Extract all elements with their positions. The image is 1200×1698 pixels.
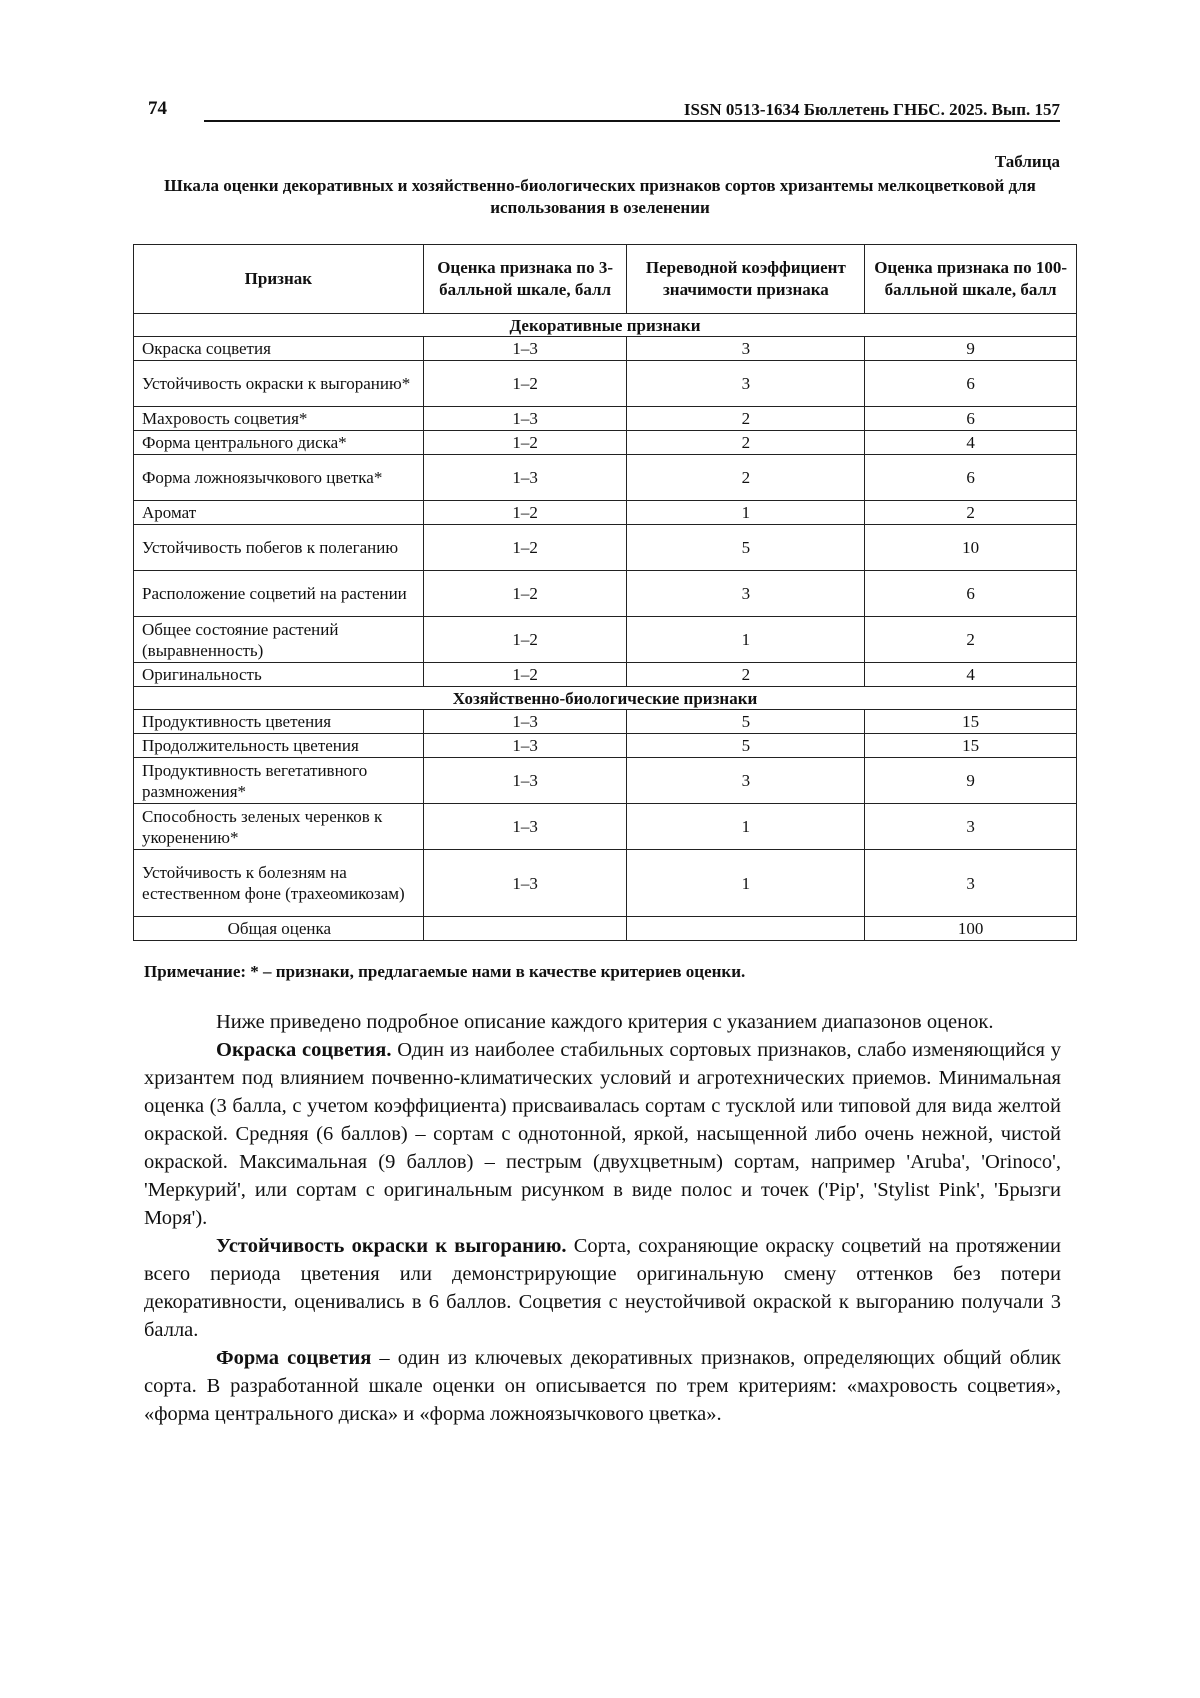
scale3-value: 1–2 (423, 501, 627, 525)
section-title: Декоративные признаки (134, 314, 1077, 337)
trait-name: Расположение соцветий на растении (134, 571, 424, 617)
scale100-value: 6 (865, 407, 1077, 431)
trait-name: Продуктивность вегетативного размножения* (134, 758, 424, 804)
coefficient-value: 3 (627, 361, 865, 407)
trait-name: Аромат (134, 501, 424, 525)
column-header-trait: Признак (134, 245, 424, 314)
scale100-value: 6 (865, 455, 1077, 501)
section-row-economic-biological (134, 687, 1077, 710)
table-row (134, 361, 1077, 407)
total-row (134, 917, 1077, 941)
scale3-value: 1–3 (423, 850, 627, 917)
scale100-value: 15 (865, 734, 1077, 758)
scale100-value: 4 (865, 663, 1077, 687)
paragraph-text: Один из наиболее стабильных сортовых признаков, слабо изменяющийся у хризантем под влиянием почвенно-климатических условий и агротехнических приемов. Минимальная оценка (3 балла, с учетом коэффициента) присваивалась сортам с тусклой или типовой для вида желтой окраской. Средняя (6 баллов) – сортам с однотонной, яркой, насыщенной либо очень нежной, чистой окраской. Максимальная (9 баллов) – пестрым (двухцветным) сортам, например 'Aruba', 'Orinoco', 'Меркурий', или сортам с оригинальным рисунком в виде полос и точек ('Pip', 'Stylist Pink', 'Брызги Моря'). (144, 1039, 1062, 1229)
scale3-value: 1–3 (423, 758, 627, 804)
scale3-value: 1–3 (423, 337, 627, 361)
trait-name: Общее состояние растений (выравненность) (134, 617, 424, 663)
page-number: 74 (148, 98, 167, 119)
scale3-value: 1–2 (423, 431, 627, 455)
paragraph-inflorescence-shape (144, 1344, 1061, 1428)
scale100-value: 6 (865, 361, 1077, 407)
paragraph-text: Сорта, сохраняющие окраску соцветий на протяжении всего периода цветения или демонстрирующие оригинальную смену оттенков без потери декоративности, оценивались в 6 баллов. Соцветия с неустойчивой окраской к выгоранию получали 3 балла. (144, 1235, 1061, 1341)
table-row (134, 337, 1077, 361)
section-row-decorative (134, 314, 1077, 337)
coefficient-value: 2 (627, 431, 865, 455)
coefficient-value: 2 (627, 663, 865, 687)
paragraph-heading: Устойчивость окраски к выгоранию. (216, 1235, 567, 1257)
scale100-value: 3 (865, 804, 1077, 850)
scale100-value: 4 (865, 431, 1077, 455)
paragraph-inflorescence-color (144, 1036, 1061, 1232)
paragraph-heading: Окраска соцветия. (216, 1039, 392, 1061)
coefficient-value: 5 (627, 525, 865, 571)
column-header-scale3: Оценка признака по 3-балльной шкале, балл (423, 245, 627, 314)
trait-name: Устойчивость побегов к полеганию (134, 525, 424, 571)
trait-name: Оригинальность (134, 663, 424, 687)
table-row (134, 407, 1077, 431)
scale3-value: 1–3 (423, 710, 627, 734)
body-text (144, 1008, 1061, 1428)
running-head (148, 98, 1060, 122)
trait-name: Продуктивность цветения (134, 710, 424, 734)
scale3-value: 1–2 (423, 525, 627, 571)
table-row (134, 501, 1077, 525)
paragraph-heading: Форма соцветия (216, 1347, 372, 1369)
trait-name: Окраска соцветия (134, 337, 424, 361)
total-scale3 (423, 917, 627, 941)
intro-paragraph: Ниже приведено подробное описание каждого критерия с указанием диапазонов оценок. (216, 1011, 994, 1033)
table-row (134, 617, 1077, 663)
scale3-value: 1–3 (423, 804, 627, 850)
coefficient-value: 2 (627, 407, 865, 431)
scale3-value: 1–2 (423, 571, 627, 617)
trait-name: Устойчивость к болезням на естественном фоне (трахеомикозам) (134, 850, 424, 917)
trait-name: Устойчивость окраски к выгоранию* (134, 361, 424, 407)
coefficient-value: 3 (627, 571, 865, 617)
total-label: Общая оценка (134, 917, 424, 941)
table-note: Примечание: * – признаки, предлагаемые нами в качестве критериев оценки. (144, 962, 746, 981)
table-row (134, 850, 1077, 917)
table-title: Шкала оценки декоративных и хозяйственно-биологических признаков сортов хризантемы мелкоцветковой для использования в озеленении (164, 176, 1036, 217)
trait-name: Форма ложноязычкового цветка* (134, 455, 424, 501)
table-row (134, 710, 1077, 734)
scale3-value: 1–2 (423, 361, 627, 407)
scale100-value: 6 (865, 571, 1077, 617)
column-header-coefficient: Переводной коэффициент значимости признака (627, 245, 865, 314)
header-rule (204, 120, 1060, 122)
total-coefficient (627, 917, 865, 941)
coefficient-value: 1 (627, 617, 865, 663)
trait-name: Продолжительность цветения (134, 734, 424, 758)
coefficient-value: 5 (627, 734, 865, 758)
section-title: Хозяйственно-биологические признаки (134, 687, 1077, 710)
scale3-value: 1–2 (423, 663, 627, 687)
table-row (134, 758, 1077, 804)
table-header-row (134, 245, 1077, 314)
trait-name: Махровость соцветия* (134, 407, 424, 431)
scale100-value: 2 (865, 617, 1077, 663)
coefficient-value: 1 (627, 501, 865, 525)
journal-reference: ISSN 0513-1634 Бюллетень ГНБС. 2025. Вып. 157 (683, 100, 1060, 119)
scale3-value: 1–2 (423, 617, 627, 663)
paragraph-fading-resistance (144, 1232, 1061, 1344)
scale100-value: 15 (865, 710, 1077, 734)
table-row (134, 455, 1077, 501)
column-header-scale100: Оценка признака по 100-балльной шкале, балл (865, 245, 1077, 314)
coefficient-value: 3 (627, 758, 865, 804)
total-scale100: 100 (865, 917, 1077, 941)
table-row (134, 525, 1077, 571)
scale3-value: 1–3 (423, 407, 627, 431)
evaluation-scale-table (133, 244, 1077, 941)
scale3-value: 1–3 (423, 734, 627, 758)
coefficient-value: 5 (627, 710, 865, 734)
table-row (134, 571, 1077, 617)
trait-name: Способность зеленых черенков к укоренению* (134, 804, 424, 850)
coefficient-value: 3 (627, 337, 865, 361)
table-row (134, 663, 1077, 687)
coefficient-value: 1 (627, 804, 865, 850)
coefficient-value: 1 (627, 850, 865, 917)
scale100-value: 10 (865, 525, 1077, 571)
table-row (134, 431, 1077, 455)
scale100-value: 2 (865, 501, 1077, 525)
paragraph-text: – один из ключевых декоративных признаков, определяющих общий облик сорта. В разработанной шкале оценки он описывается по трем критериям: «махровость соцветия», «форма центрального диска» и «форма ложноязычкового цветка». (144, 1347, 1061, 1425)
table-row (134, 804, 1077, 850)
table-label: Таблица (994, 152, 1060, 171)
scale3-value: 1–3 (423, 455, 627, 501)
scale100-value: 9 (865, 758, 1077, 804)
trait-name: Форма центрального диска* (134, 431, 424, 455)
scale100-value: 9 (865, 337, 1077, 361)
scale100-value: 3 (865, 850, 1077, 917)
coefficient-value: 2 (627, 455, 865, 501)
table-row (134, 734, 1077, 758)
